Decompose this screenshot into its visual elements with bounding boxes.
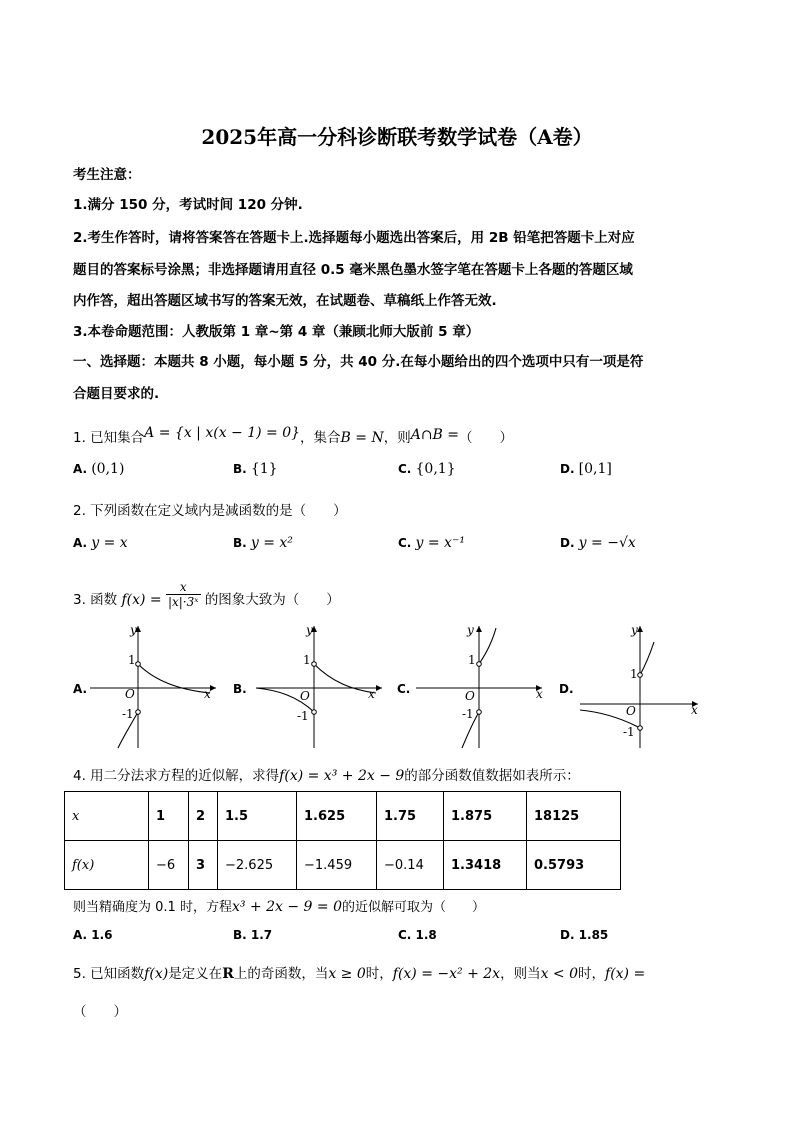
q3-graph-a bbox=[86, 620, 226, 750]
tick-label-neg1: -1 bbox=[623, 725, 635, 739]
y-label: y bbox=[306, 623, 313, 637]
q3-option-b-label: B. bbox=[233, 682, 247, 696]
q3-option-d-label: D. bbox=[559, 682, 574, 696]
q3-graph-c bbox=[412, 620, 552, 750]
q1-stem bbox=[73, 426, 513, 446]
q5-paren: （ ） bbox=[73, 1004, 127, 1020]
q1-option-d bbox=[560, 461, 612, 477]
origin-label: O bbox=[626, 704, 636, 718]
q5-stem bbox=[73, 962, 645, 982]
q4-equation: x³ + 2x − 9 = 0 bbox=[231, 899, 342, 915]
q1-prefix: 1. 已知集合 bbox=[73, 430, 145, 446]
table-cell: −1.459 bbox=[297, 841, 377, 890]
curve-right bbox=[479, 628, 496, 664]
q4-stem bbox=[73, 764, 580, 784]
origin-label: O bbox=[125, 687, 135, 701]
notice-item-1: 1.满分 150 分，考试时间 120 分钟. bbox=[73, 197, 303, 213]
notice-heading: 考生注意： bbox=[73, 167, 141, 183]
y-label: y bbox=[130, 623, 137, 637]
q1-tail: ，则 bbox=[383, 430, 411, 446]
option-text: y = x bbox=[91, 535, 128, 551]
q2-option-a bbox=[73, 535, 128, 551]
table-cell: 18125 bbox=[527, 792, 621, 841]
open-point bbox=[638, 673, 643, 678]
q1-option-a bbox=[73, 461, 124, 477]
q1-paren: （ ） bbox=[459, 430, 514, 446]
section-heading-line-1: 一、选择题：本题共 8 小题，每小题 5 分，共 40 分.在每小题给出的四个选项中只有一项是符 bbox=[73, 354, 644, 370]
q3-option-a-label: A. bbox=[73, 682, 88, 696]
q5-condition-1: x ≥ 0 bbox=[328, 966, 366, 982]
q2-option-c bbox=[398, 535, 465, 551]
q4-tail: 的部分函数值数据如表所示： bbox=[404, 768, 580, 784]
table-cell: −6 bbox=[149, 841, 189, 890]
open-point bbox=[136, 710, 141, 715]
q5-real-set: R bbox=[222, 966, 234, 982]
table-cell: −0.14 bbox=[377, 841, 444, 890]
tick-label-1: 1 bbox=[468, 653, 476, 667]
table-cell: x bbox=[65, 792, 149, 841]
table-cell: 0.5793 bbox=[527, 841, 621, 890]
tick-label-neg1: -1 bbox=[122, 707, 134, 721]
option-text: y = x⁻¹ bbox=[415, 535, 465, 551]
q3-option-c-label: C. bbox=[397, 682, 411, 696]
q4-after-tail: 的近似解可取为（ ） bbox=[341, 900, 485, 915]
q5-expression: f(x) = −x² + 2x bbox=[392, 966, 501, 982]
q5-part: 时， bbox=[578, 966, 606, 982]
option-label: C. bbox=[398, 462, 412, 476]
q5-part: 是定义在 bbox=[168, 966, 223, 982]
q1-set-a: A = {x | x(x − 1) = 0} bbox=[144, 425, 301, 441]
section-heading-line-2: 合题目要求的. bbox=[73, 386, 160, 402]
q3-fraction bbox=[166, 580, 201, 609]
q3-tail: 的图象大致为（ ） bbox=[204, 592, 340, 608]
option-label: D. bbox=[560, 536, 575, 550]
curve-right bbox=[314, 664, 376, 693]
option-text: 1.8 bbox=[415, 928, 437, 942]
q5-condition-2: x < 0 bbox=[540, 966, 579, 982]
table-cell: 1.75 bbox=[377, 792, 444, 841]
open-point bbox=[477, 710, 482, 715]
q3-denominator: |x|·3ˣ bbox=[167, 595, 199, 609]
notice-item-2-line-3: 内作答，超出答题区域书写的答案无效，在试题卷、草稿纸上作答无效. bbox=[73, 293, 497, 309]
option-text: y = x² bbox=[250, 535, 293, 551]
q1-expr: A∩B = bbox=[410, 427, 460, 443]
curve-right bbox=[138, 664, 210, 693]
q4-option-b bbox=[233, 928, 272, 943]
q5-func: f(x) bbox=[144, 966, 169, 982]
table-cell: 3 bbox=[189, 841, 218, 890]
y-label: y bbox=[631, 623, 638, 637]
q2-option-d bbox=[560, 535, 636, 551]
q5-part: ，则当 bbox=[500, 966, 541, 982]
option-text: 1.7 bbox=[250, 928, 273, 942]
option-label: D. bbox=[560, 462, 575, 476]
open-point bbox=[136, 662, 141, 667]
q3-func: f(x) = bbox=[121, 592, 162, 608]
q3-numerator: x bbox=[166, 580, 201, 595]
table-cell: 1.5 bbox=[218, 792, 297, 841]
tick-label-1: 1 bbox=[128, 653, 136, 667]
q3-prefix: 3. 函数 bbox=[73, 592, 118, 608]
option-label: A. bbox=[73, 536, 88, 550]
page-title: 2025年高一分科诊断联考数学试卷（A卷） bbox=[201, 125, 593, 149]
tick-label-neg1: -1 bbox=[297, 709, 309, 723]
table-cell: 2 bbox=[189, 792, 218, 841]
x-label: x bbox=[204, 687, 211, 701]
q4-value-table bbox=[64, 791, 621, 890]
table-cell: 1.625 bbox=[297, 792, 377, 841]
q2-stem: 2. 下列函数在定义域内是减函数的是（ ） bbox=[73, 503, 347, 519]
q4-option-a bbox=[73, 928, 112, 943]
option-label: B. bbox=[233, 536, 247, 550]
table-row bbox=[65, 841, 621, 890]
y-label: y bbox=[467, 623, 474, 637]
table-cell: 1.3418 bbox=[444, 841, 527, 890]
x-label: x bbox=[536, 687, 543, 701]
q4-prefix: 4. 用二分法求方程的近似解，求得 bbox=[73, 768, 280, 784]
origin-label: O bbox=[300, 689, 310, 703]
q4-question bbox=[73, 896, 485, 915]
option-label: B. bbox=[233, 928, 247, 942]
notice-item-2-line-1: 2.考生作答时，请将答案答在答题卡上.选择题每小题选出答案后，用 2B 铅笔把答题卡上对应 bbox=[73, 230, 635, 246]
open-point bbox=[312, 710, 317, 715]
option-label: D. bbox=[560, 928, 575, 942]
tick-label-1: 1 bbox=[303, 653, 311, 667]
open-point bbox=[312, 662, 317, 667]
q1-option-b bbox=[233, 461, 278, 477]
x-label: x bbox=[691, 703, 698, 717]
q3-stem bbox=[73, 580, 340, 616]
option-text: (0,1) bbox=[91, 461, 125, 477]
q5-part: 时， bbox=[365, 966, 393, 982]
q4-option-d bbox=[560, 928, 608, 943]
q4-option-c bbox=[398, 928, 437, 943]
table-cell: f(x) bbox=[65, 841, 149, 890]
q1-mid: ，集合 bbox=[300, 430, 341, 446]
option-label: C. bbox=[398, 928, 412, 942]
notice-item-2-line-2: 题目的答案标号涂黑；非选择题请用直径 0.5 毫米黑色墨水签字笔在答题卡上各题的答题区域 bbox=[73, 262, 633, 278]
origin-label: O bbox=[465, 689, 475, 703]
option-text: {0,1} bbox=[415, 461, 456, 477]
q4-func: f(x) = x³ + 2x − 9 bbox=[279, 768, 405, 784]
tick-label-neg1: -1 bbox=[462, 707, 474, 721]
option-label: C. bbox=[398, 536, 412, 550]
option-text: 1.85 bbox=[578, 928, 609, 942]
x-label: x bbox=[368, 687, 375, 701]
option-text: y = −√x bbox=[578, 535, 636, 551]
option-text: 1.6 bbox=[91, 928, 113, 942]
q1-set-b: B = N bbox=[340, 430, 384, 446]
option-label: A. bbox=[73, 928, 88, 942]
q5-part: 上的奇函数，当 bbox=[233, 966, 329, 982]
table-cell: 1 bbox=[149, 792, 189, 841]
option-label: A. bbox=[73, 462, 88, 476]
open-point bbox=[638, 726, 643, 731]
q4-after-prefix: 则当精确度为 0.1 时，方程 bbox=[73, 900, 232, 915]
curve-right bbox=[640, 642, 654, 675]
q5-func: f(x) = bbox=[605, 966, 646, 982]
table-row bbox=[65, 792, 621, 841]
q1-option-c bbox=[398, 461, 456, 477]
option-text: [0,1] bbox=[578, 461, 612, 477]
table-cell: −2.625 bbox=[218, 841, 297, 890]
option-label: B. bbox=[233, 462, 247, 476]
option-text: {1} bbox=[250, 461, 278, 477]
tick-label-1: 1 bbox=[630, 667, 638, 681]
q3-graph-d bbox=[576, 620, 706, 750]
q2-option-b bbox=[233, 535, 293, 551]
open-point bbox=[477, 662, 482, 667]
notice-item-3: 3.本卷命题范围：人教版第 1 章~第 4 章（兼顾北师大版前 5 章） bbox=[73, 324, 480, 340]
table-cell: 1.875 bbox=[444, 792, 527, 841]
q5-part: 5. 已知函数 bbox=[73, 966, 145, 982]
q3-graph-b bbox=[252, 620, 392, 750]
